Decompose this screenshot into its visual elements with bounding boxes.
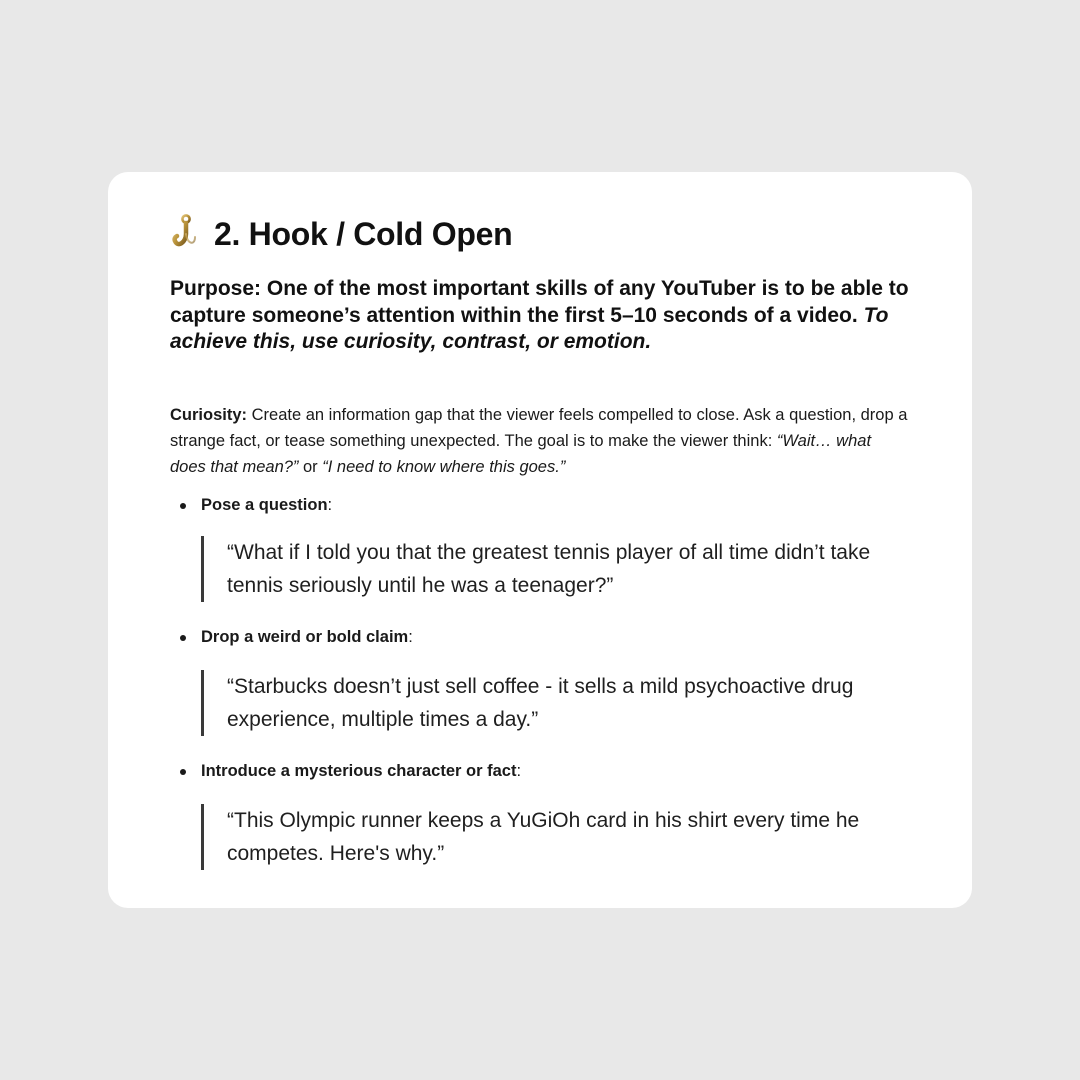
example-quote: “What if I told you that the greatest tennis player of all time didn’t take tennis seriously until he was a teenager?” [201, 536, 910, 602]
example-list [170, 494, 910, 516]
list-item [170, 494, 910, 516]
hook-icon [170, 214, 200, 254]
emphasis-prefix: To achieve this, use [170, 303, 889, 353]
curiosity-example-2: “I need to know where this goes.” [322, 457, 566, 476]
example-suffix: : [327, 495, 333, 514]
curiosity-example-1: “Wait… what does that mean?” [170, 431, 872, 476]
emphasis-keywords: curiosity, contrast, [343, 330, 532, 353]
curiosity-connector: or [298, 457, 323, 476]
example-suffix: : [408, 627, 413, 646]
emphasis-emotion: emotion. [563, 330, 652, 353]
purpose-text: One of the most important skills of any YouTuber is to be able to capture someone’s attention within the first 5–10 seconds of a video. [170, 277, 909, 327]
curiosity-paragraph [170, 402, 910, 480]
bullet-dot [180, 769, 186, 775]
example-label: Pose a question [201, 495, 328, 514]
example-label: Introduce a mysterious character or fact [201, 761, 517, 780]
example-list [170, 626, 910, 648]
purpose-label: Purpose: [170, 277, 262, 300]
bullet-dot [180, 503, 186, 509]
section-heading [170, 210, 910, 258]
curiosity-text: Create an information gap that the viewer feels compelled to close. Ask a question, drop a strange fact, or tease something unexpected. The goal is to make the viewer think: [170, 405, 908, 450]
page-title: 2. Hook / Cold Open [214, 215, 513, 252]
purpose-paragraph [170, 276, 910, 356]
example-quote: “This Olympic runner keeps a YuGiOh card in his shirt every time he competes. Here's why.” [201, 804, 910, 870]
example-quote: “Starbucks doesn’t just sell coffee - it sells a mild psychoactive drug experience, multiple times a day.” [201, 670, 910, 736]
emphasis-or: or [531, 330, 564, 353]
example-list [170, 760, 910, 782]
list-item [170, 760, 910, 782]
list-item [170, 626, 910, 648]
bullet-dot [180, 635, 186, 641]
curiosity-label: Curiosity: [170, 405, 248, 424]
example-suffix: : [516, 761, 522, 780]
content-card [108, 172, 972, 908]
example-label: Drop a weird or bold claim [201, 627, 409, 646]
